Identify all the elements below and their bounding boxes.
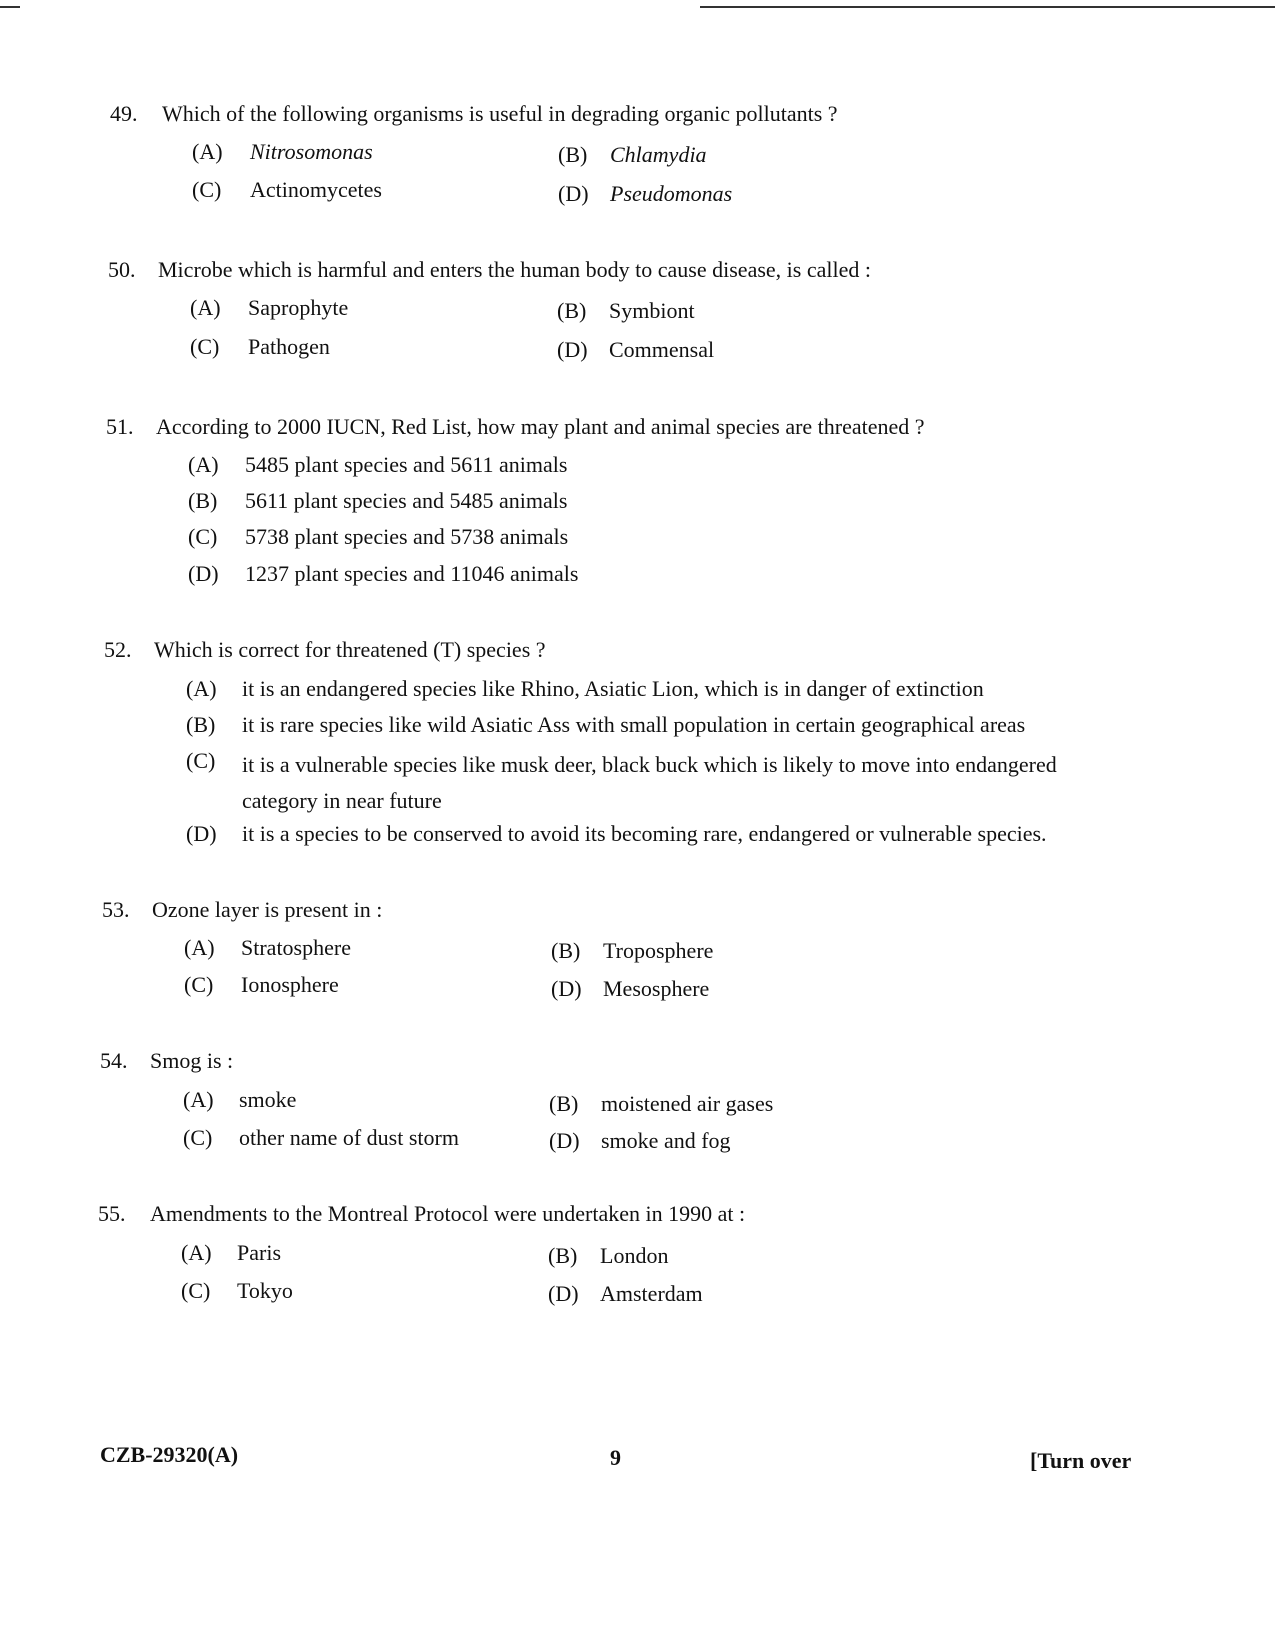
option-53-a: [184, 934, 351, 962]
question-53: [102, 896, 1202, 924]
question-text: Which of the following organisms is useful in degrading organic pollutants ?: [162, 101, 838, 126]
option-text: Stratosphere: [241, 935, 351, 960]
option-label: (A): [183, 1087, 214, 1112]
question-55: [98, 1200, 1198, 1228]
option-text: smoke and fog: [601, 1128, 731, 1153]
question-text: Smog is :: [150, 1048, 234, 1073]
option-label: (C): [188, 524, 218, 549]
question-text: Microbe which is harmful and enters the human body to cause disease, is called :: [158, 257, 871, 282]
option-text: Ionosphere: [241, 972, 339, 997]
option-54-a: [183, 1086, 296, 1114]
question-text: According to 2000 IUCN, Red List, how may plant and animal species are threatened ?: [156, 414, 925, 439]
option-text: 1237 plant species and 11046 animals: [245, 561, 579, 586]
option-text: Mesosphere: [603, 976, 710, 1001]
question-text: Which is correct for threatened (T) species ?: [154, 637, 546, 662]
option-label: (A): [192, 139, 223, 164]
option-text: Tokyo: [237, 1278, 293, 1303]
question-51: [106, 413, 1206, 441]
turn-over-note: [Turn over: [1030, 1448, 1132, 1473]
option-text: Actinomycetes: [250, 177, 382, 202]
option-54-c: [183, 1124, 459, 1152]
option-52-c: [186, 747, 1066, 819]
option-55-d: [548, 1280, 703, 1308]
option-label: (D): [186, 821, 217, 846]
option-text: Pathogen: [248, 334, 330, 359]
option-label: (C): [186, 748, 216, 773]
page-number: 9: [610, 1445, 621, 1470]
option-55-a: [181, 1239, 281, 1267]
option-label: (B): [549, 1091, 579, 1116]
option-text: Pseudomonas: [610, 181, 733, 206]
option-53-d: [551, 975, 709, 1003]
question-number: 53.: [102, 897, 130, 922]
question-text: Amendments to the Montreal Protocol were undertaken in 1990 at :: [150, 1201, 746, 1226]
question-number: 55.: [98, 1201, 126, 1226]
option-label: (A): [184, 935, 215, 960]
option-label: (D): [188, 561, 219, 586]
question-49: [110, 100, 1210, 128]
option-label: (D): [558, 181, 589, 206]
option-text: Symbiont: [609, 298, 695, 323]
option-text: 5738 plant species and 5738 animals: [245, 524, 569, 549]
option-51-d: [188, 560, 578, 588]
option-49-d: [558, 180, 732, 208]
option-label: (B): [551, 938, 581, 963]
paper-code: CZB-29320(A): [100, 1442, 239, 1467]
option-55-c: [181, 1277, 293, 1305]
option-label: (B): [186, 712, 216, 737]
option-label: (C): [190, 334, 220, 359]
question-number: 54.: [100, 1048, 128, 1073]
question-52: [104, 636, 1204, 664]
question-number: 50.: [108, 257, 136, 282]
option-label: (A): [181, 1240, 212, 1265]
option-50-c: [190, 333, 330, 361]
option-label: (D): [551, 976, 582, 1001]
option-text: Chlamydia: [610, 142, 707, 167]
option-52-b: [186, 711, 1025, 739]
option-label: (D): [549, 1128, 580, 1153]
option-text: moistened air gases: [601, 1091, 774, 1116]
question-number: 51.: [106, 414, 134, 439]
option-label: (C): [181, 1278, 211, 1303]
option-label: (B): [558, 142, 588, 167]
option-text: 5485 plant species and 5611 animals: [245, 452, 568, 477]
option-51-c: [188, 523, 568, 551]
option-50-b: [557, 297, 695, 325]
option-53-b: [551, 937, 713, 965]
option-label: (B): [188, 488, 218, 513]
option-label: (C): [184, 972, 214, 997]
option-label: (B): [557, 298, 587, 323]
option-51-a: [188, 451, 567, 479]
option-text: other name of dust storm: [239, 1125, 459, 1150]
top-rule-left: [0, 6, 20, 8]
top-rule-right: [700, 6, 1275, 8]
option-54-b: [549, 1090, 773, 1118]
question-number: 49.: [110, 101, 138, 126]
option-label: (A): [190, 295, 221, 320]
option-text: Troposphere: [603, 938, 714, 963]
option-text: it is rare species like wild Asiatic Ass with small population in certain geographical areas: [242, 712, 1026, 737]
question-50: [108, 256, 1208, 284]
option-label: (A): [186, 676, 217, 701]
question-number: 52.: [104, 637, 132, 662]
option-50-a: [190, 294, 348, 322]
option-55-b: [548, 1242, 668, 1270]
option-label: (B): [548, 1243, 578, 1268]
question-54: [100, 1047, 1200, 1075]
option-51-b: [188, 487, 567, 515]
option-text: Nitrosomonas: [250, 139, 373, 164]
option-text: smoke: [239, 1087, 297, 1112]
option-label: (C): [183, 1125, 213, 1150]
option-49-b: [558, 141, 707, 169]
option-label: (A): [188, 452, 219, 477]
option-label: (D): [548, 1281, 579, 1306]
option-text: Commensal: [609, 337, 715, 362]
option-49-a: [192, 138, 373, 166]
option-text: Paris: [237, 1240, 281, 1265]
option-label: (D): [557, 337, 588, 362]
option-text: London: [600, 1243, 669, 1268]
option-text: it is a species to be conserved to avoid its becoming rare, endangered or vulnerable species.: [242, 821, 1047, 846]
option-text: it is an endangered species like Rhino, Asiatic Lion, which is in danger of extinction: [242, 676, 984, 701]
option-52-a: [186, 675, 984, 703]
option-text: Amsterdam: [600, 1281, 703, 1306]
option-label: (C): [192, 177, 222, 202]
option-52-d: [186, 820, 1047, 848]
option-49-c: [192, 176, 382, 204]
option-text: Saprophyte: [248, 295, 349, 320]
option-50-d: [557, 336, 714, 364]
option-53-c: [184, 971, 339, 999]
question-text: Ozone layer is present in :: [152, 897, 383, 922]
option-text: 5611 plant species and 5485 animals: [245, 488, 568, 513]
option-54-d: [549, 1127, 731, 1155]
option-text: it is a vulnerable species like musk deer, black buck which is likely to move into endangered category in near future: [242, 752, 1057, 813]
